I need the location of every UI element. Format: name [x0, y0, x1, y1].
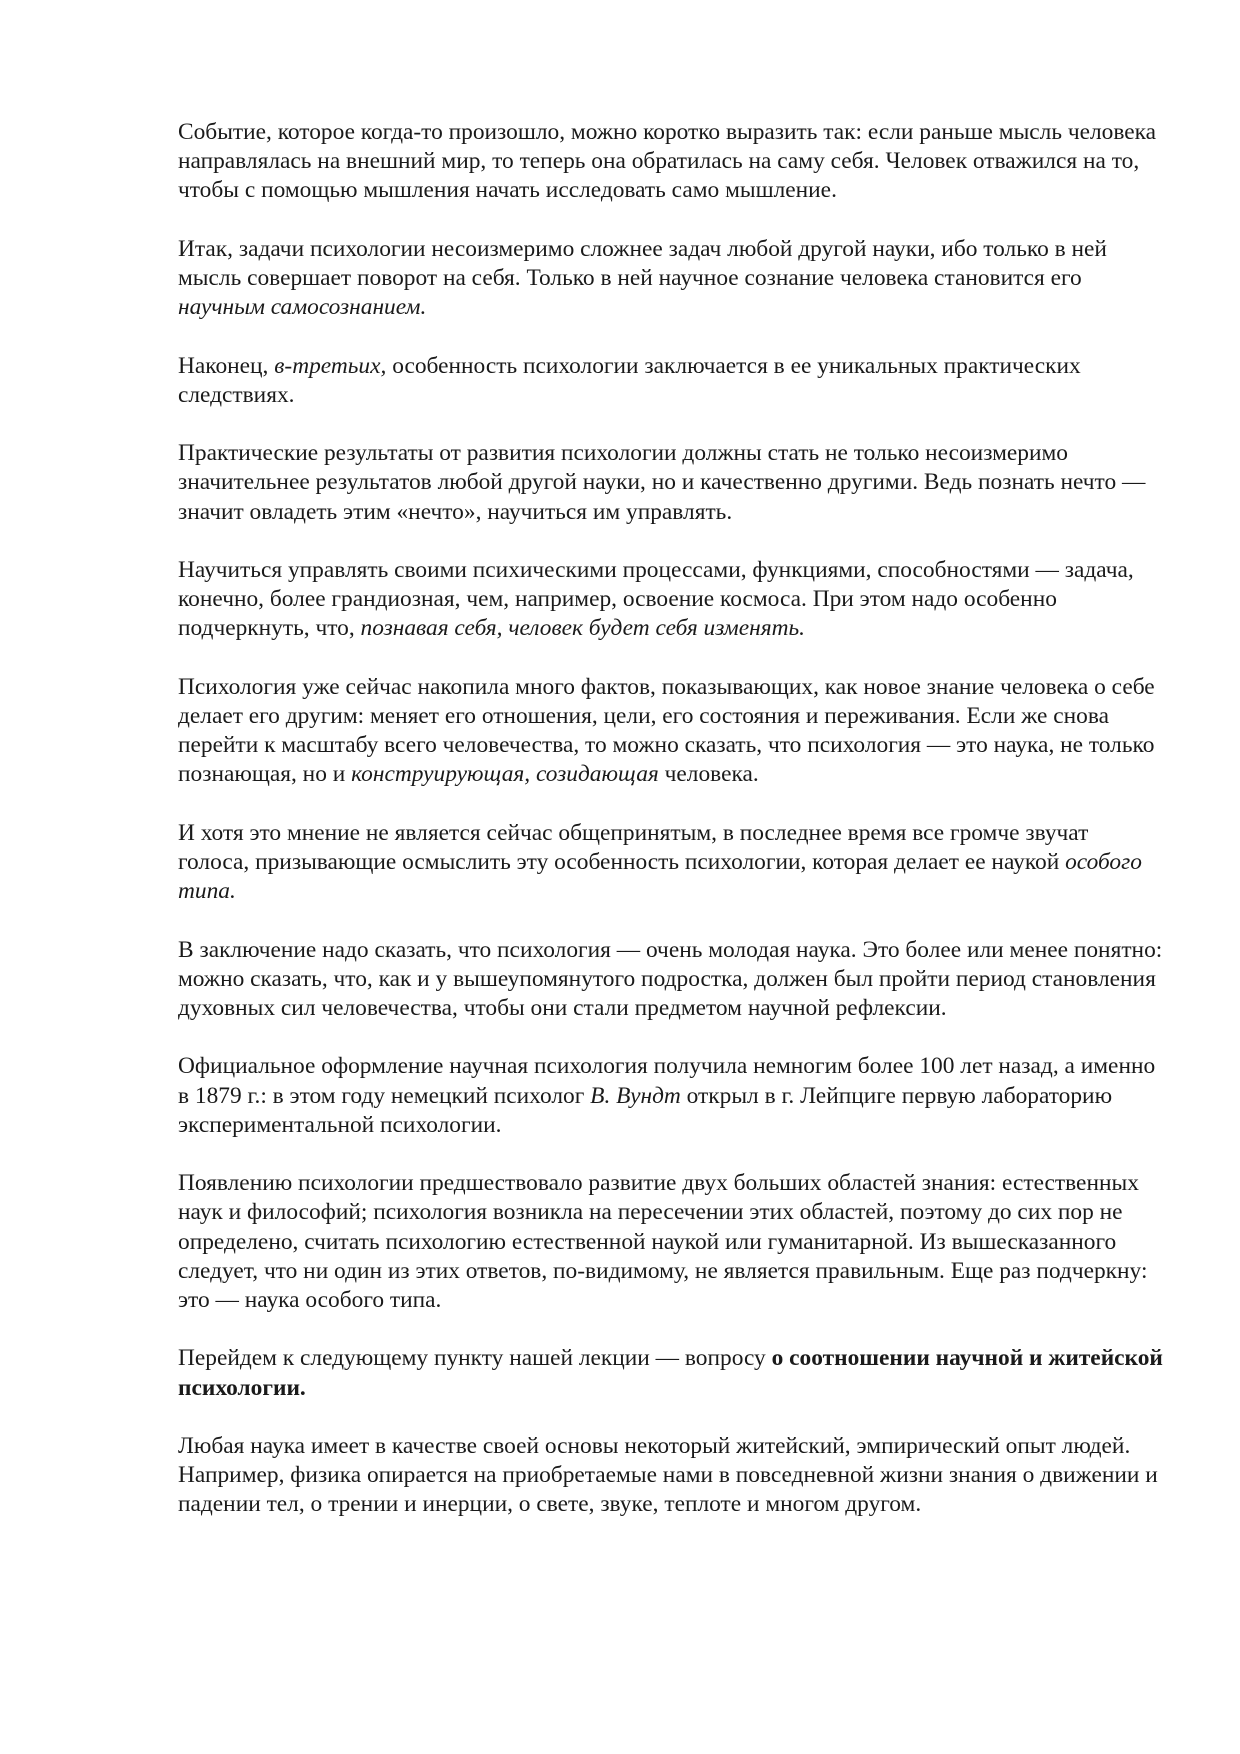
paragraph-9 [178, 1052, 1163, 1140]
paragraph-1-text: Событие, которое когда-то произошло, можно коротко выразить так: если раньше мысль человека направлялась на внешний мир, то теперь она обратилась на саму себя. Человек отважился на то, чтобы с помощью мышления начать исследовать само мышление. [178, 119, 1157, 204]
paragraph-5-emphasis: познавая себя, человек будет себя изменять. [360, 615, 805, 642]
paragraph-3 [178, 352, 1163, 410]
paragraph-3-text-start: Наконец, [178, 352, 275, 379]
paragraph-3-text-end: особенность психологии заключается в ее уникальных практических следствиях. [178, 352, 1081, 408]
paragraph-1 [178, 118, 1163, 206]
paragraph-3-emphasis: в-третьих, [274, 352, 387, 379]
paragraph-5 [178, 556, 1163, 644]
paragraph-11-bold: о соотношении научной и житейской психологии. [178, 1345, 1163, 1401]
paragraph-8 [178, 936, 1163, 1024]
paragraph-6 [178, 673, 1163, 790]
paragraph-6-text-start: Психология уже сейчас накопила много фактов, показывающих, как новое знание человека о себе делает его другим: меняет его отношения, цели, его состояния и переживания. Если же снова перейти к масштабу всего человечества, то можно сказать, что психология — это наука, не только познающая, но и [178, 673, 1155, 788]
paragraph-10-text: Появлению психологии предшествовало развитие двух больших областей знания: естественных наук и философий; психология возникла на пересечении этих областей, поэтому до сих пор не определено, считать психологию естественной наукой или гуманитарной. Из вышесказанного следует, что ни один из этих ответов, по-видимому, не является правильным. Еще раз подчеркну: это — наука особого типа. [178, 1170, 1148, 1313]
paragraph-11-text: Перейдем к следующему пункту нашей лекции — вопросу [178, 1345, 772, 1372]
paragraph-4-text: Практические результаты от развития психологии должны стать не только несоизмеримо значительнее результатов любой другой науки, но и качественно другими. Ведь познать нечто — значит овладеть этим «нечто», научиться им управлять. [178, 440, 1146, 525]
paragraph-4 [178, 439, 1163, 527]
paragraph-9-emphasis: В. Вундт [590, 1082, 681, 1109]
paragraph-8-text: В заключение надо сказать, что психология — очень молодая наука. Это более или менее понятно: можно сказать, что, как и у вышеупомянутого подростка, должен был пройти период становления духовных сил человечества, чтобы они стали предметом научной рефлексии. [178, 936, 1163, 1021]
paragraph-9-text-start: Официальное оформление научная психология получила немногим более 100 лет назад, а именно в 1879 г.: в этом году немецкий психолог [178, 1053, 1156, 1109]
paragraph-6-emphasis: конструирующая, созидающая [351, 761, 659, 788]
paragraph-7-text: И хотя это мнение не является сейчас общепринятым, в последнее время все громче звучат голоса, призывающие осмыслить эту особенность психологии, которая делает ее наукой [178, 819, 1089, 875]
paragraph-7 [178, 819, 1163, 907]
paragraph-5-text: Научиться управлять своими психическими процессами, функциями, способностями — задача, конечно, более грандиозная, чем, например, освоение космоса. При этом надо особенно подчеркнуть, что, [178, 556, 1134, 642]
paragraph-6-text-end: человека. [658, 761, 759, 788]
paragraph-2-emphasis: научным самосознанием. [178, 294, 427, 321]
paragraph-7-emphasis: особого типа. [178, 848, 1142, 905]
paragraph-9-text-end: открыл в г. Лейпциге первую лабораторию экспериментальной психологии. [178, 1082, 1113, 1138]
paragraph-2 [178, 235, 1163, 323]
paragraph-12 [178, 1432, 1163, 1520]
paragraph-11 [178, 1344, 1163, 1402]
paragraph-2-text: Итак, задачи психологии несоизмеримо сложнее задач любой другой науки, ибо только в ней мысль совершает поворот на себя. Только в ней научное сознание человека становится его [178, 235, 1107, 291]
paragraph-10 [178, 1169, 1163, 1315]
paragraph-12-text: Любая наука имеет в качестве своей основы некоторый житейский, эмпирический опыт людей. Например, физика опирается на приобретаемые нами в повседневной жизни знания о движении и падении тел, о трении и инерции, о свете, звуке, теплоте и многом другом. [178, 1432, 1158, 1518]
document-body [178, 118, 1163, 1549]
